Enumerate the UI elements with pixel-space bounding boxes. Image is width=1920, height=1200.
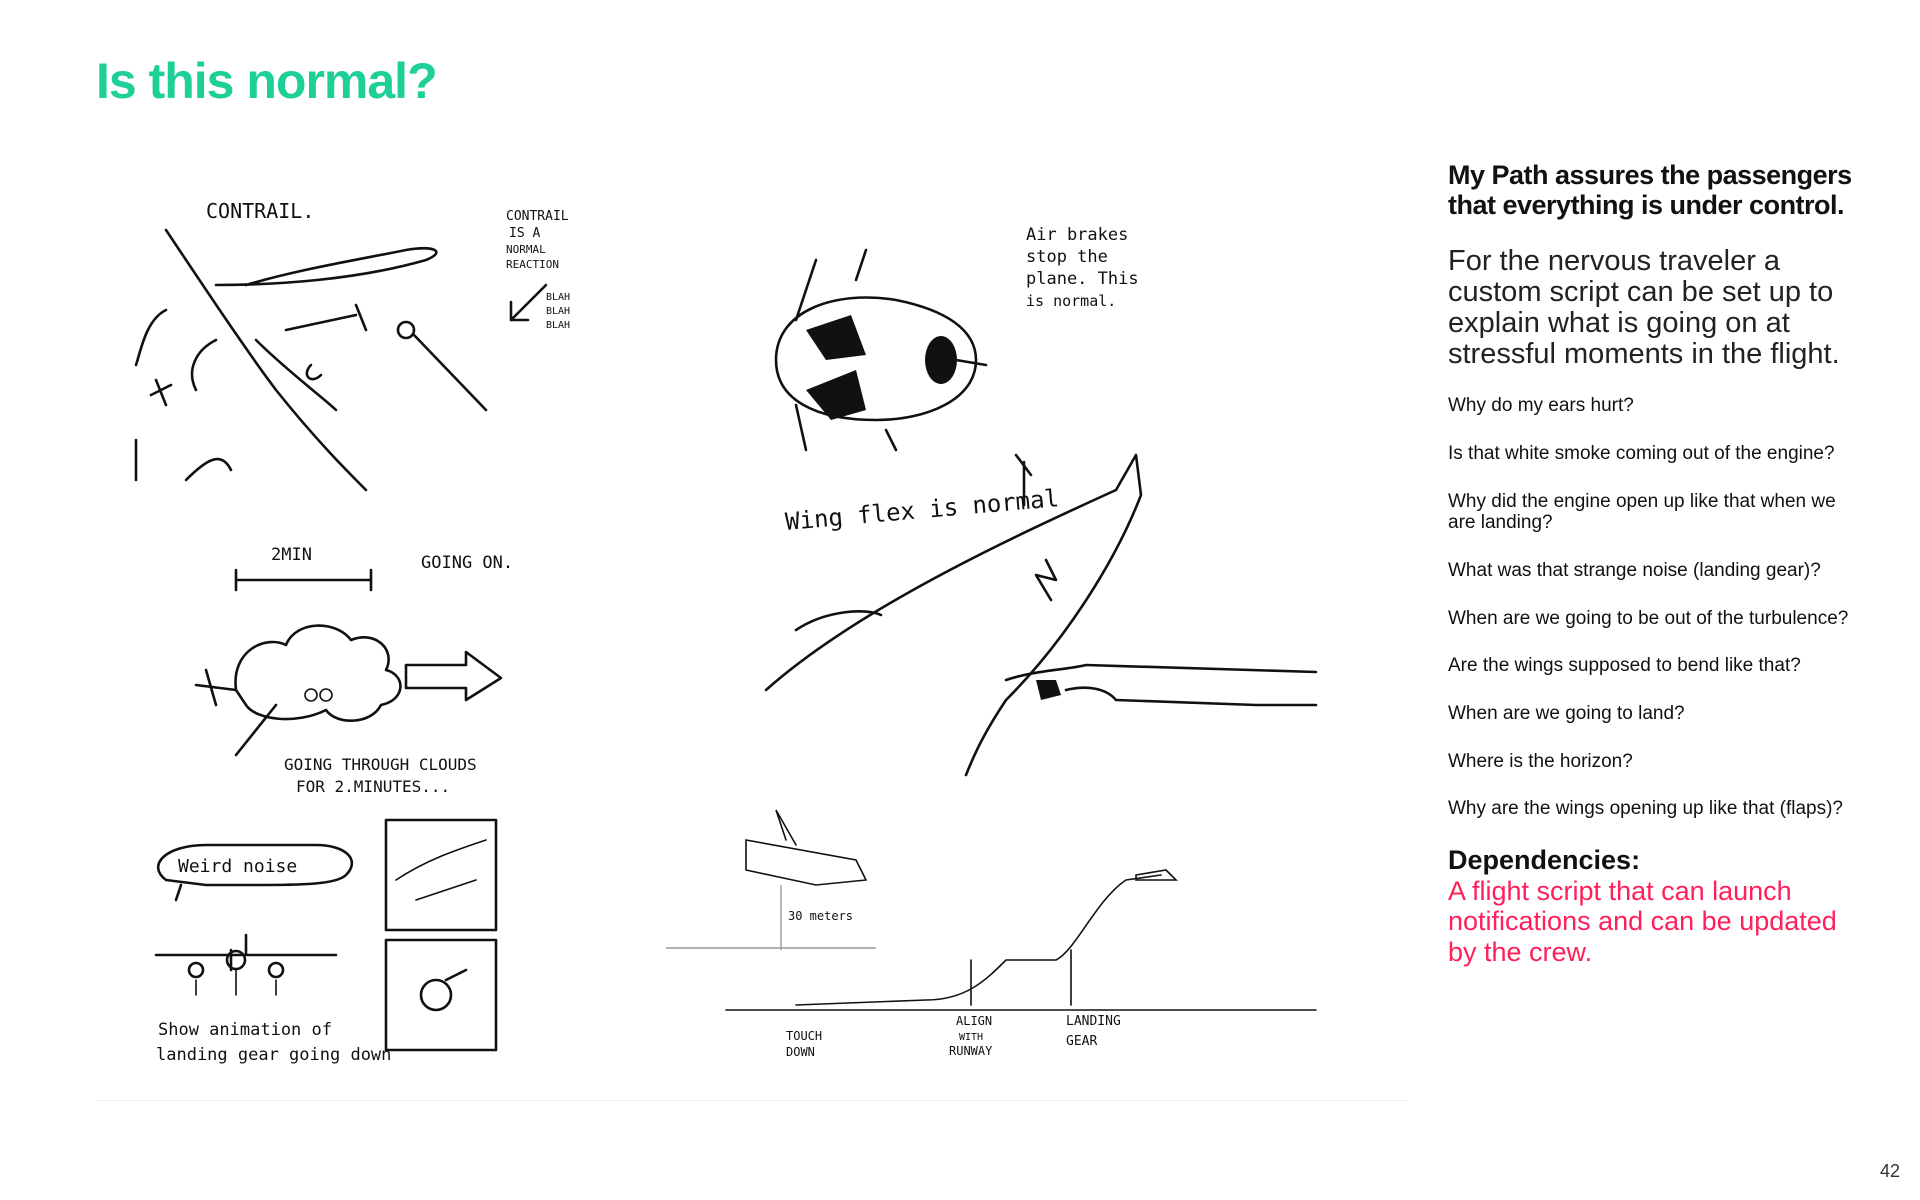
landing-gear-caption-2: landing gear going down xyxy=(156,1045,392,1065)
contrail-sketch xyxy=(126,190,586,500)
contrail-note-line-2: IS A xyxy=(509,226,541,241)
question-item: When are we going to land? xyxy=(1448,703,1685,724)
contrail-note-line-4: REACTION xyxy=(506,258,559,271)
clouds-going-on: GOING ON. xyxy=(421,553,514,573)
air-brakes-note-line-2: stop the xyxy=(1026,247,1108,267)
wing-flex-label: Wing flex is normal xyxy=(784,484,1061,536)
sketch-collage xyxy=(96,160,1426,1110)
dependencies-heading: Dependencies: xyxy=(1448,844,1641,875)
slide-title: Is this normal? xyxy=(96,53,437,109)
dependencies-text: A flight script that can launch notifications and can be updated by the crew. xyxy=(1448,875,1837,967)
question-item: Where is the horizon? xyxy=(1448,750,1633,772)
clouds-sketch xyxy=(176,540,636,800)
landing-profile-sketch xyxy=(666,800,1326,1100)
question-item: When are we going to be out of the turbulence? xyxy=(1448,607,1849,629)
sidebar xyxy=(1448,160,1868,967)
page-number: 42 xyxy=(1879,1161,1900,1181)
landing-stage-1-line-2: DOWN xyxy=(786,1045,815,1059)
divider-line xyxy=(96,1100,1406,1101)
question-item: What was that strange noise (landing gear)? xyxy=(1448,560,1821,582)
landing-stage-1-line-1: TOUCH xyxy=(786,1029,823,1043)
landing-stage-2-line-1: ALIGN xyxy=(956,1014,993,1028)
air-brakes-note-line-1: Air brakes xyxy=(1026,225,1129,245)
contrail-blah-1: BLAH xyxy=(546,292,571,303)
wing-flex-sketch xyxy=(756,450,1436,780)
landing-profile-height: 30 meters xyxy=(788,909,854,923)
sidebar-intro: For the nervous traveler a custom script can be set up to explain what is going on at stressful moments in the flight. xyxy=(1448,245,1840,370)
clouds-duration: 2MIN xyxy=(271,545,312,565)
question-list xyxy=(1448,395,1868,820)
question-item: Why did the engine open up like that when we are landing? xyxy=(1448,490,1836,534)
air-brakes-note-line-3: plane. This xyxy=(1026,269,1139,289)
landing-stage-3-line-1: LANDING xyxy=(1066,1014,1121,1029)
landing-gear-sketch xyxy=(136,820,556,1080)
question-item: Are the wings supposed to bend like that? xyxy=(1448,655,1801,677)
sidebar-lead: My Path assures the passengers that everything is under control. xyxy=(1448,160,1852,221)
air-brakes-sketch xyxy=(736,220,1139,450)
contrail-blah-2: BLAH xyxy=(546,306,571,317)
question-item: Is that white smoke coming out of the engine? xyxy=(1448,443,1835,465)
landing-stage-3-line-2: GEAR xyxy=(1066,1034,1098,1049)
contrail-blah-3: BLAH xyxy=(546,320,571,331)
question-item: Why are the wings opening up like that (flaps)? xyxy=(1448,798,1843,820)
question-item: Why do my ears hurt? xyxy=(1448,395,1634,417)
contrail-note-line-3: NORMAL xyxy=(506,243,546,256)
contrail-note-line-1: CONTRAIL xyxy=(506,209,569,224)
clouds-caption-2: FOR 2.MINUTES... xyxy=(296,777,451,796)
landing-stage-2-line-2: WITH xyxy=(959,1032,984,1043)
clouds-caption-1: GOING THROUGH CLOUDS xyxy=(284,755,477,774)
contrail-heading: CONTRAIL. xyxy=(206,199,315,223)
landing-gear-caption-1: Show animation of xyxy=(158,1020,332,1040)
landing-gear-bubble: Weird noise xyxy=(178,856,298,877)
landing-stage-2-line-3: RUNWAY xyxy=(949,1044,993,1058)
air-brakes-note-line-4: is normal. xyxy=(1026,292,1117,310)
